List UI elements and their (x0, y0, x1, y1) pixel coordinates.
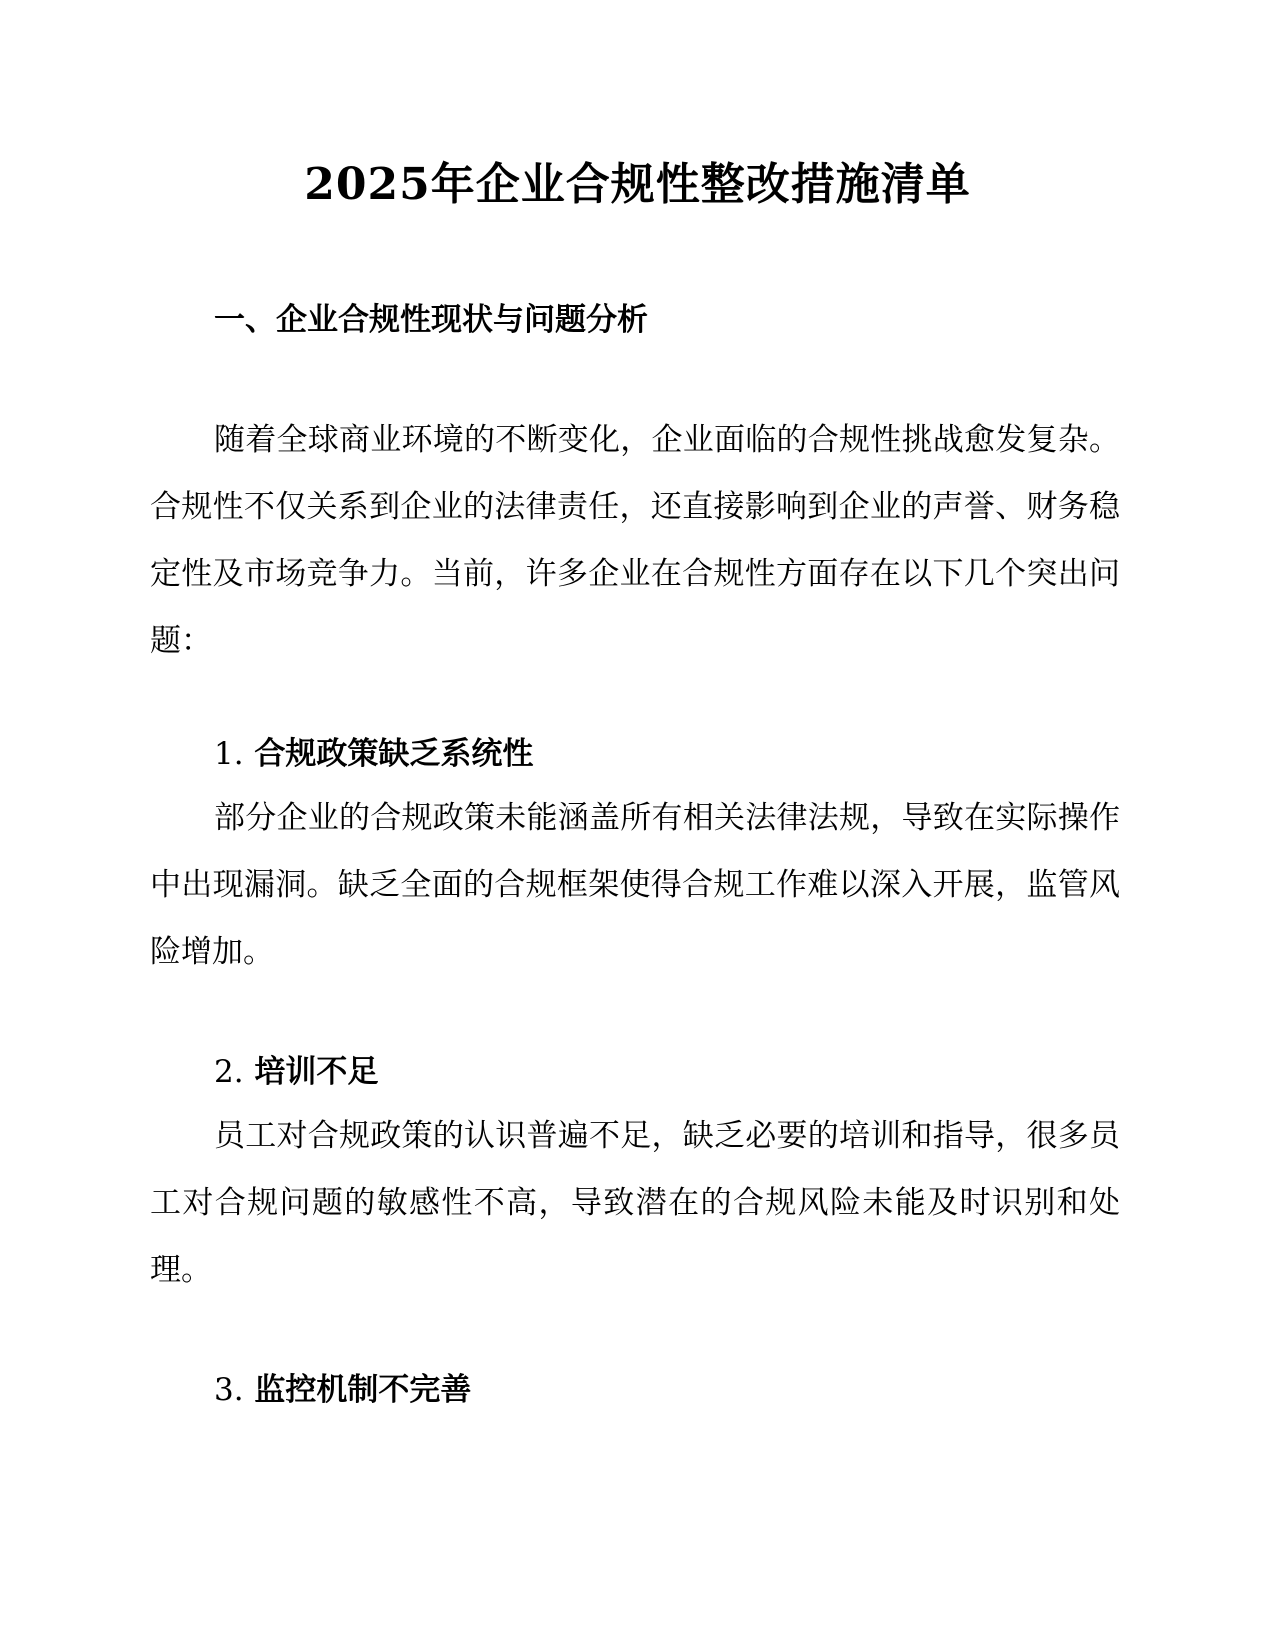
section-heading: 一、企业合规性现状与问题分析 (214, 302, 648, 338)
issue-number: 1. (214, 736, 244, 772)
issue-body-2: 员工对合规政策的认识普遍不足，缺乏必要的培训和指导，很多员工对合规问题的敏感性不高，导致潜在的合规风险未能及时识别和处理。 (150, 1118, 1120, 1288)
issue-number: 3. (214, 1372, 244, 1408)
issue-heading-1 (214, 730, 533, 778)
document-title: 2025年企业合规性整改措施清单 (304, 159, 971, 210)
issue-number: 2. (214, 1054, 244, 1090)
issue-title: 培训不足 (254, 1054, 379, 1090)
intro-paragraph: 随着全球商业环境的不断变化，企业面临的合规性挑战愈发复杂。合规性不仅关系到企业的法律责任，还直接影响到企业的声誉、财务稳定性及市场竞争力。当前，许多企业在合规性方面存在以下几个突出问题： (150, 422, 1120, 659)
issue-body-1: 部分企业的合规政策未能涵盖所有相关法律法规，导致在实际操作中出现漏洞。缺乏全面的合规框架使得合规工作难以深入开展，监管风险增加。 (150, 800, 1120, 970)
issue-heading-3 (214, 1366, 471, 1414)
issue-heading-2 (214, 1048, 378, 1096)
issue-title: 合规政策缺乏系统性 (254, 736, 534, 772)
issue-title: 监控机制不完善 (254, 1372, 472, 1408)
